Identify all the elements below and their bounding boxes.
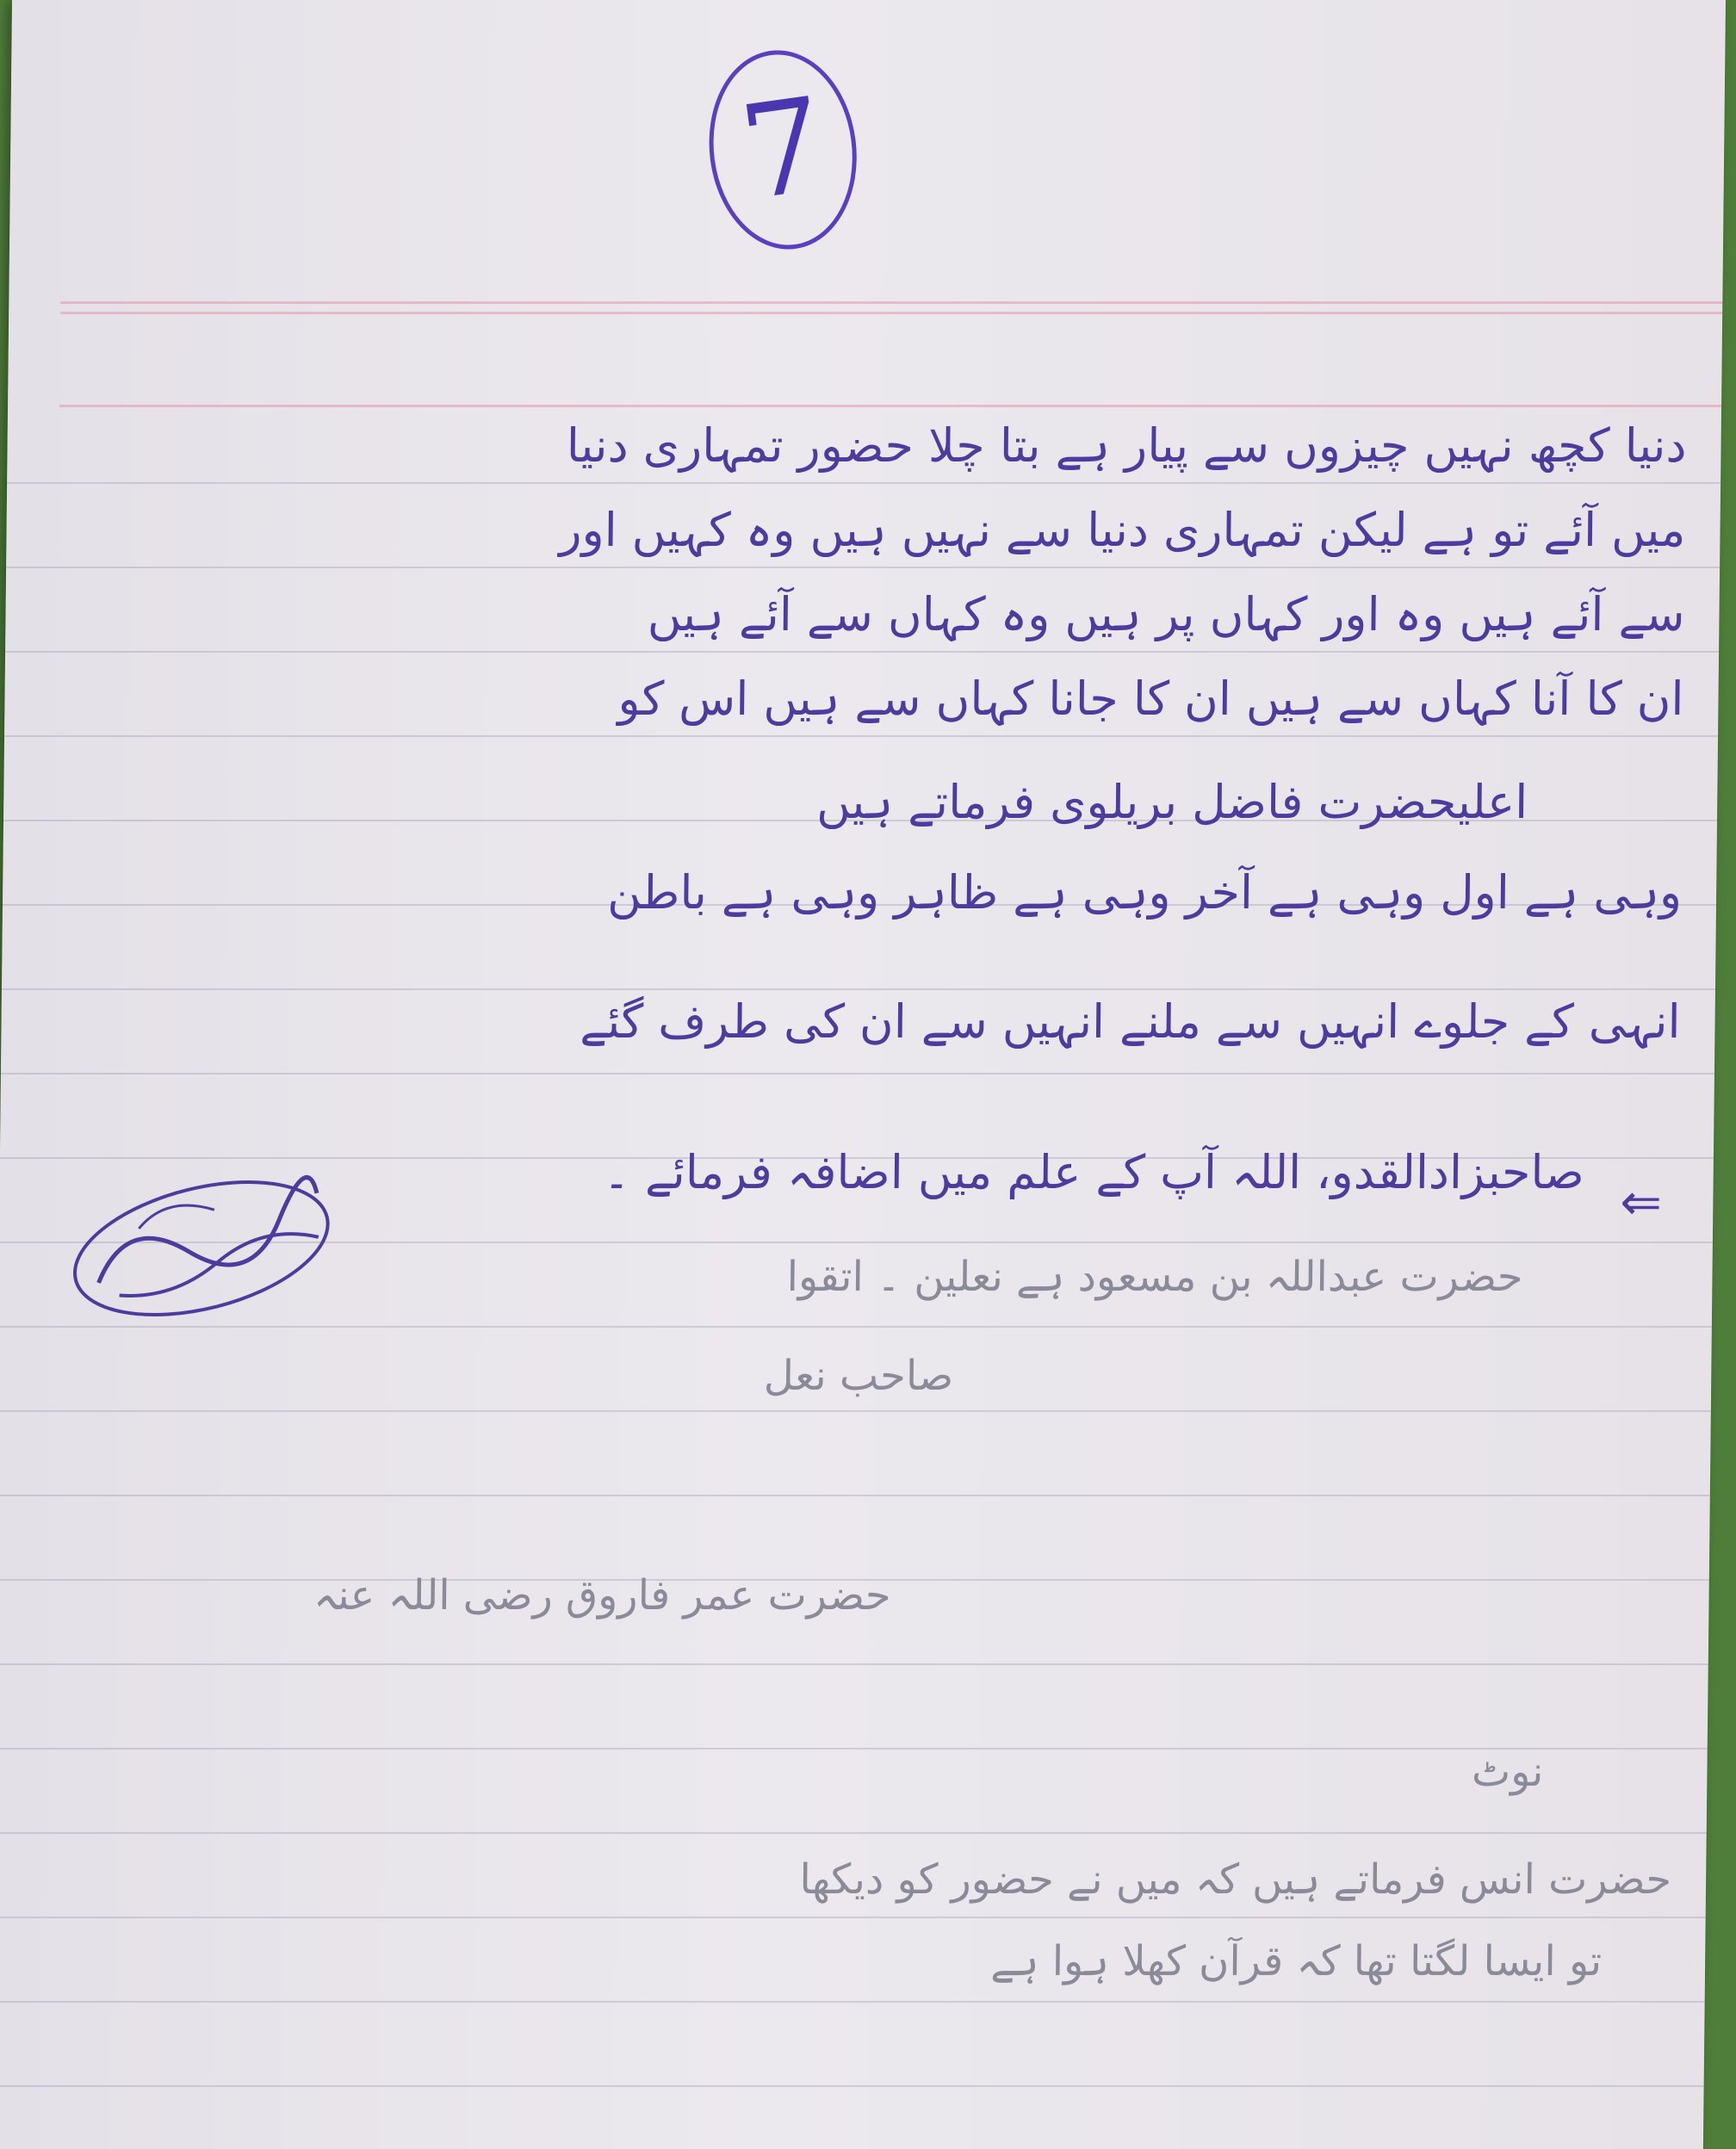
rule-line [0,1663,1708,1665]
rule-line [0,1917,1706,1918]
pen-line-1: دنیا کچھ نہیں چیزوں سے پیار ہے بتا چلا حضور تمہاری دنیا [566,418,1687,473]
left-arrow-mark: ⇐ [1620,1173,1663,1231]
pen-line-8: صاحبزادالقدو، اللہ آپ کے علم میں اضافہ فرمائے ۔ [603,1145,1585,1199]
pencil-line-3: حضرت عمر فاروق رضی اللہ عنہ [313,1571,891,1619]
rule-line [4,735,1718,737]
rule-line [0,1326,1712,1328]
circled-page-number: 7 [698,40,868,258]
top-margin-line [60,301,1722,304]
rule-line [2,988,1715,990]
pencil-line-5: حضرت انس فرماتے ہیں کہ میں نے حضور کو دیکھا [799,1855,1672,1904]
rule-line [1,1073,1714,1074]
signature-seal [43,1130,359,1366]
pen-line-5: اعلیحضرت فاضل بریلوی فرماتے ہیں [815,775,1528,829]
pen-line-3: سے آئے ہیں وہ اور کہاں پر ہیں وہ کہاں سے آئے ہیں [647,587,1685,641]
top-margin-line-3 [59,405,1721,407]
rule-line [0,1410,1711,1412]
pencil-line-4: نوٹ [1471,1748,1544,1796]
rule-line [7,482,1720,484]
rule-line [5,651,1719,653]
top-margin-line-2 [60,312,1722,314]
pencil-line-2: صاحب نعل [763,1352,954,1400]
rule-line [0,2085,1704,2087]
pencil-line-6: تو ایسا لگتا تھا کہ قرآن کھلا ہوا ہے [990,1937,1603,1985]
pen-line-4: ان کا آنا کہاں سے ہیں ان کا جانا کہاں سے ہیں اس کو [617,672,1684,726]
pen-line-7: انہی کے جلوے انہیں سے ملنے انہیں سے ان کی طرف گئے [580,994,1681,1049]
pencil-line-1: حضرت عبداللہ بن مسعود ہے نعلین ۔ اتقوا [786,1253,1523,1301]
rule-line [0,1832,1707,1834]
rule-line [0,1495,1710,1496]
rule-line [6,567,1720,568]
rule-line [0,2001,1705,2003]
pen-line-2: میں آئے تو ہے لیکن تمہاری دنیا سے نہیں ہیں وہ کہیں اور [559,503,1686,557]
pen-line-6: وہی ہے اول وہی ہے آخر وہی ہے ظاہر وہی ہے باطن [607,865,1683,920]
